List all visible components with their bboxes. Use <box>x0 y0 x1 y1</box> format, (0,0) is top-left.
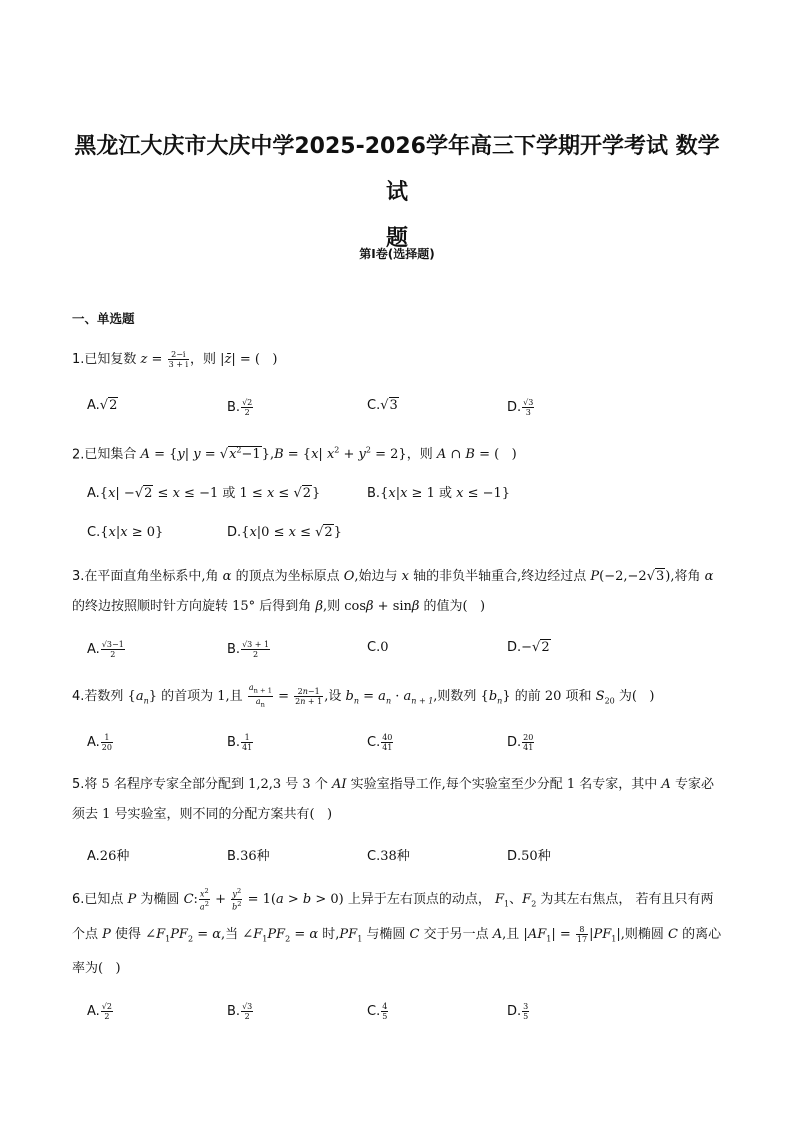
option-d[interactable]: D. $\frac{3}{5}$ <box>507 1002 529 1021</box>
question-stem: 已知点 P 为椭圆 C: $\frac{x^2}{a^2}$ + $\frac{y^2}{b^2}$ = 1(a > b > 0) 上异于左右顶点的动点， $F_1$、$F_2$ 为其左右焦点， 若有且只有两个点 P 使得 $\angle F_1PF_2 = \alpha$,当 $\angle F_1PF_2 = \alpha$ 时$,PF_1$ 与椭圆 C 交于另一点 A,且 $|AF_1|$ = $\frac{8}{17}$ $|PF_1|$,则椭圆 C 的离心率为( ) <box>72 887 722 977</box>
option-d[interactable]: D.−√2 <box>507 640 550 655</box>
option-d[interactable]: D. $\frac{20}{41}$ <box>507 733 534 752</box>
volume-label: 第I卷(选择题) <box>359 247 435 261</box>
options-4 <box>87 733 727 755</box>
question-stem: 已知集合 A = {y| $y = √x^2-1\},B = \{x|$ $x^2 + y^2 = 2$}，则 A ∩ B = ( ) <box>84 446 517 463</box>
question-number: 5. <box>72 777 85 792</box>
option-c[interactable]: C.{x|x ≥ 0} <box>87 525 164 540</box>
question-number: 1. <box>72 352 85 367</box>
options-2b <box>87 525 727 547</box>
option-d[interactable]: D. $\frac{√3}{3}$ <box>507 398 534 417</box>
section-heading: 一、单选题 <box>72 311 135 326</box>
options-1 <box>87 398 727 420</box>
option-a[interactable]: A.{x| −√2 ≤ x ≤ −1 或 1 ≤ x ≤ √2} <box>87 486 321 501</box>
question-number: 4. <box>72 689 85 704</box>
question-5 <box>72 770 722 830</box>
option-c[interactable]: C. $\frac{4}{5}$ <box>367 1002 388 1021</box>
question-stem: 将 5 名程序专家全部分配到 1,2,3 号 3 个 AI 实验室指导工作,每个实验室至少分配 1 名专家，其中 A 专家必须去 1 号实验室，则不同的分配方案共有( ) <box>72 777 714 822</box>
option-b[interactable]: B. $\frac{√2}{2}$ <box>227 398 253 417</box>
question-1 <box>72 345 722 375</box>
option-a[interactable]: A.26种 <box>87 849 130 864</box>
option-b[interactable]: B.{x|x ≥ 1 或 x ≤ −1} <box>367 486 511 501</box>
options-2 <box>87 482 727 504</box>
question-number: 2. <box>72 447 85 463</box>
exam-title <box>70 124 724 262</box>
exam-title-line1: 黑龙江大庆市大庆中学2025-2026学年高三下学期开学考试 数学试 <box>74 134 720 205</box>
option-b[interactable]: B. $\frac{√3}{2}$ <box>227 1002 253 1021</box>
option-c[interactable]: C.38种 <box>367 849 410 864</box>
option-b[interactable]: B.36种 <box>227 849 270 864</box>
options-3 <box>87 640 727 662</box>
option-c[interactable]: C.0 <box>367 640 389 655</box>
exam-title-line2: 题 <box>385 226 408 251</box>
option-b[interactable]: B. $\frac{1}{41}$ <box>227 733 253 752</box>
question-number: 6. <box>72 892 85 907</box>
option-a[interactable]: A.√2 <box>87 398 118 413</box>
option-a[interactable]: A. $\frac{√3-1}{2}$ <box>87 640 124 659</box>
options-5 <box>87 845 727 867</box>
question-3 <box>72 562 722 622</box>
question-2 <box>72 436 722 470</box>
option-a[interactable]: A. $\frac{1}{20}$ <box>87 733 112 752</box>
option-d[interactable]: D.50种 <box>507 849 551 864</box>
question-stem: 在平面直角坐标系中,角 α 的顶点为坐标原点 O,始边与 x 轴的非负半轴重合,终边经过点 P(−2,−2√3),将角 α 的终边按照顺时针方向旋转 15° 后得到角 β,则 cosβ + sinβ 的值为( ) <box>72 569 714 614</box>
question-4 <box>72 682 722 717</box>
option-c[interactable]: C.√3 <box>367 398 398 413</box>
question-stem: 若数列 $\{a_n\}$ 的首项为 1,且 $\frac{a_{n + 1}}{a_n}$ = $\frac{2n-1}{2n + 1}$ ,设 $b_n = a_n \cdot a_{n + 1}$,则数列 $\{b_n\}$ 的前 20 项和 $S_{20}$ 为( ) <box>84 683 655 709</box>
option-b[interactable]: B. $\frac{√3 + 1}{2}$ <box>227 640 270 659</box>
options-6 <box>87 1002 727 1024</box>
option-c[interactable]: C. $\frac{40}{41}$ <box>367 733 393 752</box>
question-6 <box>72 885 722 984</box>
option-a[interactable]: A. $\frac{√2}{2}$ <box>87 1002 112 1021</box>
question-stem: 已知复数 z = $\frac{2-i}{3 + i}$ ，则 |z̄| = ( ) <box>84 350 278 369</box>
option-d[interactable]: D.{x|0 ≤ x ≤ √2} <box>227 525 342 540</box>
question-number: 3. <box>72 569 85 584</box>
